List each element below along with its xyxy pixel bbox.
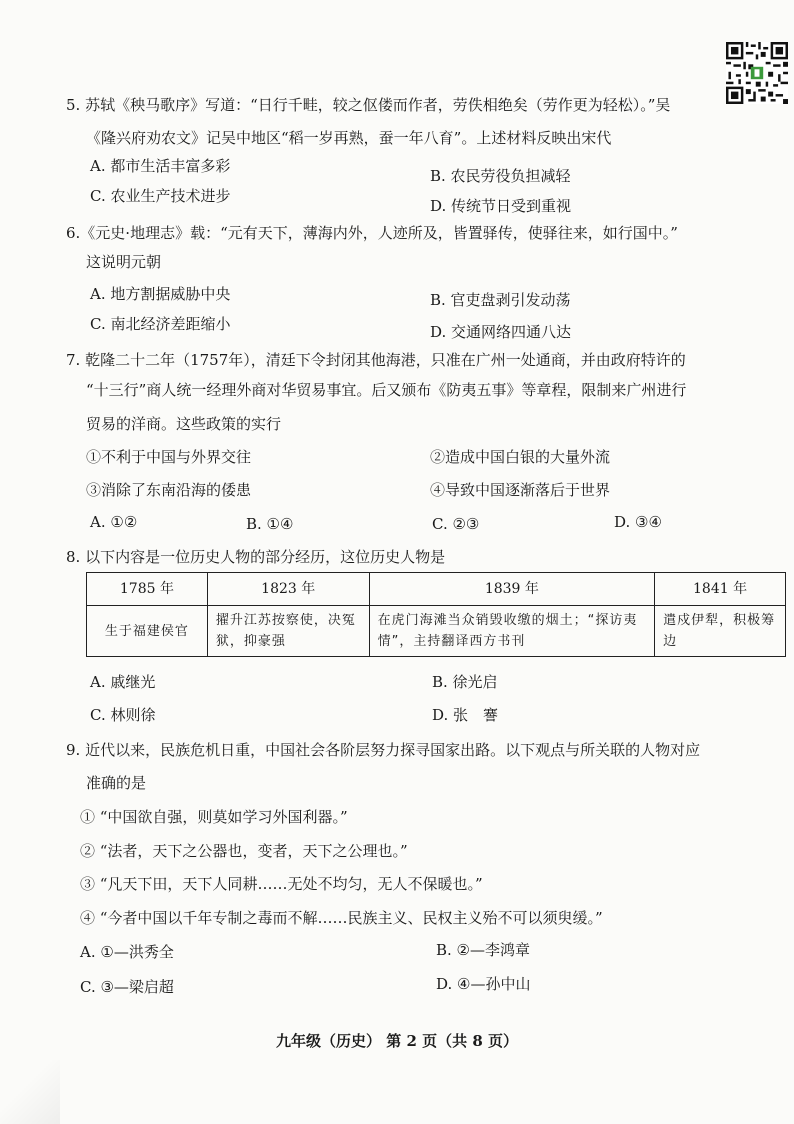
q9-option-a: A. ①—洪秀全	[80, 943, 174, 961]
q8-option-d: D. 张 謇	[432, 706, 499, 724]
q6-option-d: D. 交通网络四通八达	[430, 323, 572, 341]
q5-stem-line-1: 5. 苏轼《秧马歌序》写道：“日行千畦，较之伛偻而作者，劳佚相绝矣（劳作更为轻松）。”吴	[66, 96, 671, 114]
q6-stem-line-2: 这说明元朝	[86, 253, 162, 271]
q9-statement-4: ④ “今者中国以千年专制之毒而不解……民族主义、民权主义殆不可以须臾缓。”	[80, 909, 603, 927]
q9-statement-1: ① “中国欲自强，则莫如学习外国利器。”	[80, 808, 348, 826]
q7-option-b: B. ①④	[246, 515, 294, 533]
q5-option-a: A. 都市生活丰富多彩	[90, 157, 231, 175]
q9-statement-2: ② “法者，天下之公器也，变者，天下之公理也。”	[80, 842, 408, 860]
table-row	[87, 573, 786, 606]
q8-option-b: B. 徐光启	[432, 673, 498, 691]
qr-code-icon	[726, 42, 788, 104]
table-event-cell: 生于福建侯官	[87, 606, 208, 657]
q8-option-a: A. 戚继光	[90, 673, 156, 691]
q9-stem-line-1: 9. 近代以来，民族危机日重，中国社会各阶层努力探寻国家出路。以下观点与所关联的人物对应	[66, 741, 701, 759]
q7-option-c: C. ②③	[432, 515, 480, 533]
q6-option-b: B. 官吏盘剥引发动荡	[430, 291, 571, 309]
q7-stem-line-3: 贸易的洋商。这些政策的实行	[86, 415, 282, 433]
q7-statement-3: ③消除了东南沿海的倭患	[86, 481, 252, 499]
q6-stem-line-1: 6.《元史·地理志》载：“元有天下，薄海内外，人迹所及，皆置驿传，使驿往来，如行国中。”	[66, 224, 678, 242]
q7-statement-1: ①不利于中国与外界交往	[86, 448, 252, 466]
page-footer: 九年级（历史） 第 2 页（共 8 页）	[276, 1032, 518, 1050]
q8-stem: 8. 以下内容是一位历史人物的部分经历，这位历史人物是	[66, 548, 446, 566]
table-row	[87, 606, 786, 657]
q7-stem-line-2: “十三行”商人统一经理外商对华贸易事宜。后又颁布《防夷五事》等章程，限制来广州进行	[86, 381, 687, 399]
q7-stem-line-1: 7. 乾隆二十二年（1757年），清廷下令封闭其他海港，只准在广州一处通商，并由政府特许的	[66, 351, 686, 369]
q7-option-d: D. ③④	[614, 513, 662, 531]
q5-stem-line-2: 《隆兴府劝农文》记吴中地区“稻一岁再熟，蚕一年八育”。上述材料反映出宋代	[86, 129, 612, 147]
q5-option-c: C. 农业生产技术进步	[90, 187, 231, 205]
q7-statement-4: ④导致中国逐渐落后于世界	[430, 481, 611, 499]
q7-option-a: A. ①②	[90, 513, 138, 531]
q9-option-d: D. ④—孙中山	[436, 975, 531, 993]
scan-shadow	[0, 1060, 60, 1124]
table-year-cell: 1841 年	[655, 573, 786, 606]
table-year-cell: 1785 年	[87, 573, 208, 606]
q6-option-a: A. 地方割据威胁中央	[90, 285, 231, 303]
q5-option-b: B. 农民劳役负担减轻	[430, 167, 571, 185]
table-event-cell: 遣戍伊犁，积极筹边	[655, 606, 786, 657]
q9-option-b: B. ②—李鸿章	[436, 941, 531, 959]
table-year-cell: 1839 年	[369, 573, 655, 606]
q9-option-c: C. ③—梁启超	[80, 978, 174, 996]
table-event-cell: 擢升江苏按察使，决冤狱，抑豪强	[207, 606, 369, 657]
q9-stem-line-2: 准确的是	[86, 774, 147, 792]
q9-statement-3: ③ “凡天下田，天下人同耕……无处不均匀，无人不保暖也。”	[80, 875, 483, 893]
table-year-cell: 1823 年	[207, 573, 369, 606]
q7-statement-2: ②造成中国白银的大量外流	[430, 448, 611, 466]
table-event-cell: 在虎门海滩当众销毁收缴的烟土；“探访夷情”，主持翻译西方书刊	[369, 606, 655, 657]
q8-option-c: C. 林则徐	[90, 706, 156, 724]
q6-option-c: C. 南北经济差距缩小	[90, 315, 231, 333]
biography-table	[86, 572, 786, 657]
q5-option-d: D. 传统节日受到重视	[430, 197, 572, 215]
